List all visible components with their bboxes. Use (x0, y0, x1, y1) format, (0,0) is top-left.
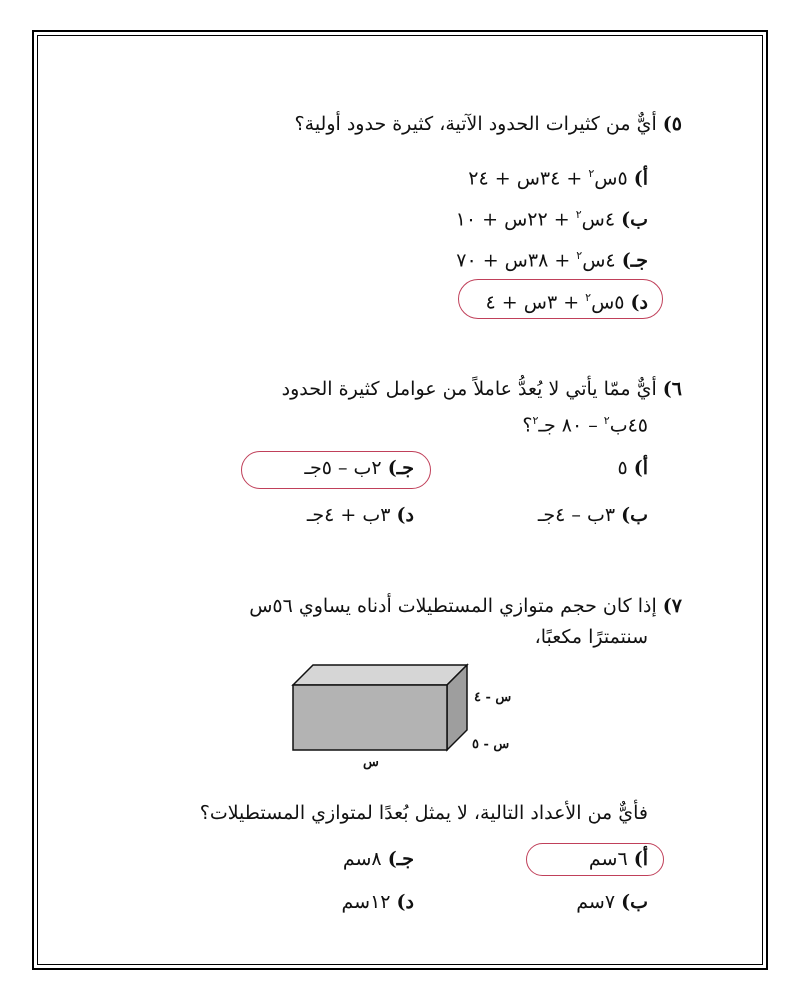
q5-option-a[interactable]: أ) ٥س$^٢$ + ٣٤س + ٢٤ (468, 167, 648, 190)
height-label: س - ٤ (474, 690, 512, 705)
depth-label: س - ٥ (472, 737, 510, 752)
q7-option-c[interactable]: جـ) ٨سم (342, 848, 414, 870)
q7-number: ٧) (662, 595, 682, 617)
q5-question (295, 111, 682, 137)
prism-top-face (293, 665, 467, 685)
prism-front-face (293, 685, 447, 750)
q7-followup: فأيٌّ من الأعداد التالية، لا يمثل بُعدًا لمتوازي المستطيلات؟ (199, 802, 648, 824)
q7-option-a[interactable]: أ) ٦سم (588, 848, 648, 870)
q6-question (282, 376, 682, 402)
q6-question-line2: ٤٥ب$^٢$ – ٨٠ جـ$^٢$؟ (522, 414, 648, 437)
q5-option-b[interactable]: ب) ٤س$^٢$ + ٢٢س + ١٠ (455, 208, 648, 231)
q7-text-line1: إذا كان حجم متوازي المستطيلات أدناه يساوي ٥٦س (249, 595, 657, 617)
q7-question-line2: سنتمترًا مكعبًا، (534, 626, 648, 648)
q7-question (249, 593, 682, 619)
q5-option-d[interactable]: د) ٥س$^٢$ + ٣س + ٤ (485, 291, 648, 314)
q6-option-c[interactable]: جـ) ٢ب – ٥جـ (304, 457, 414, 479)
q6-option-b[interactable]: ب) ٣ب – ٤جـ (537, 504, 648, 526)
q6-option-d[interactable]: د) ٣ب + ٤جـ (306, 504, 414, 526)
q5-number: ٥) (662, 113, 682, 135)
rectangular-prism-figure (280, 655, 520, 775)
q6-text-line1: أيٌّ ممّا يأتي لا يُعدُّ عاملاً من عوامل كثيرة الحدود (281, 378, 657, 400)
q7-option-b[interactable]: ب) ٧سم (576, 891, 648, 913)
q6-option-a[interactable]: أ) ٥ (617, 457, 648, 479)
q6-number: ٦) (662, 378, 682, 400)
q5-text: أيٌّ من كثيرات الحدود الآتية، كثيرة حدود أولية؟ (294, 113, 657, 135)
q5-option-c[interactable]: جـ) ٤س$^٢$ + ٣٨س + ٧٠ (456, 249, 648, 272)
width-label: س (363, 755, 379, 770)
q7-option-d[interactable]: د) ١٢سم (341, 891, 414, 913)
